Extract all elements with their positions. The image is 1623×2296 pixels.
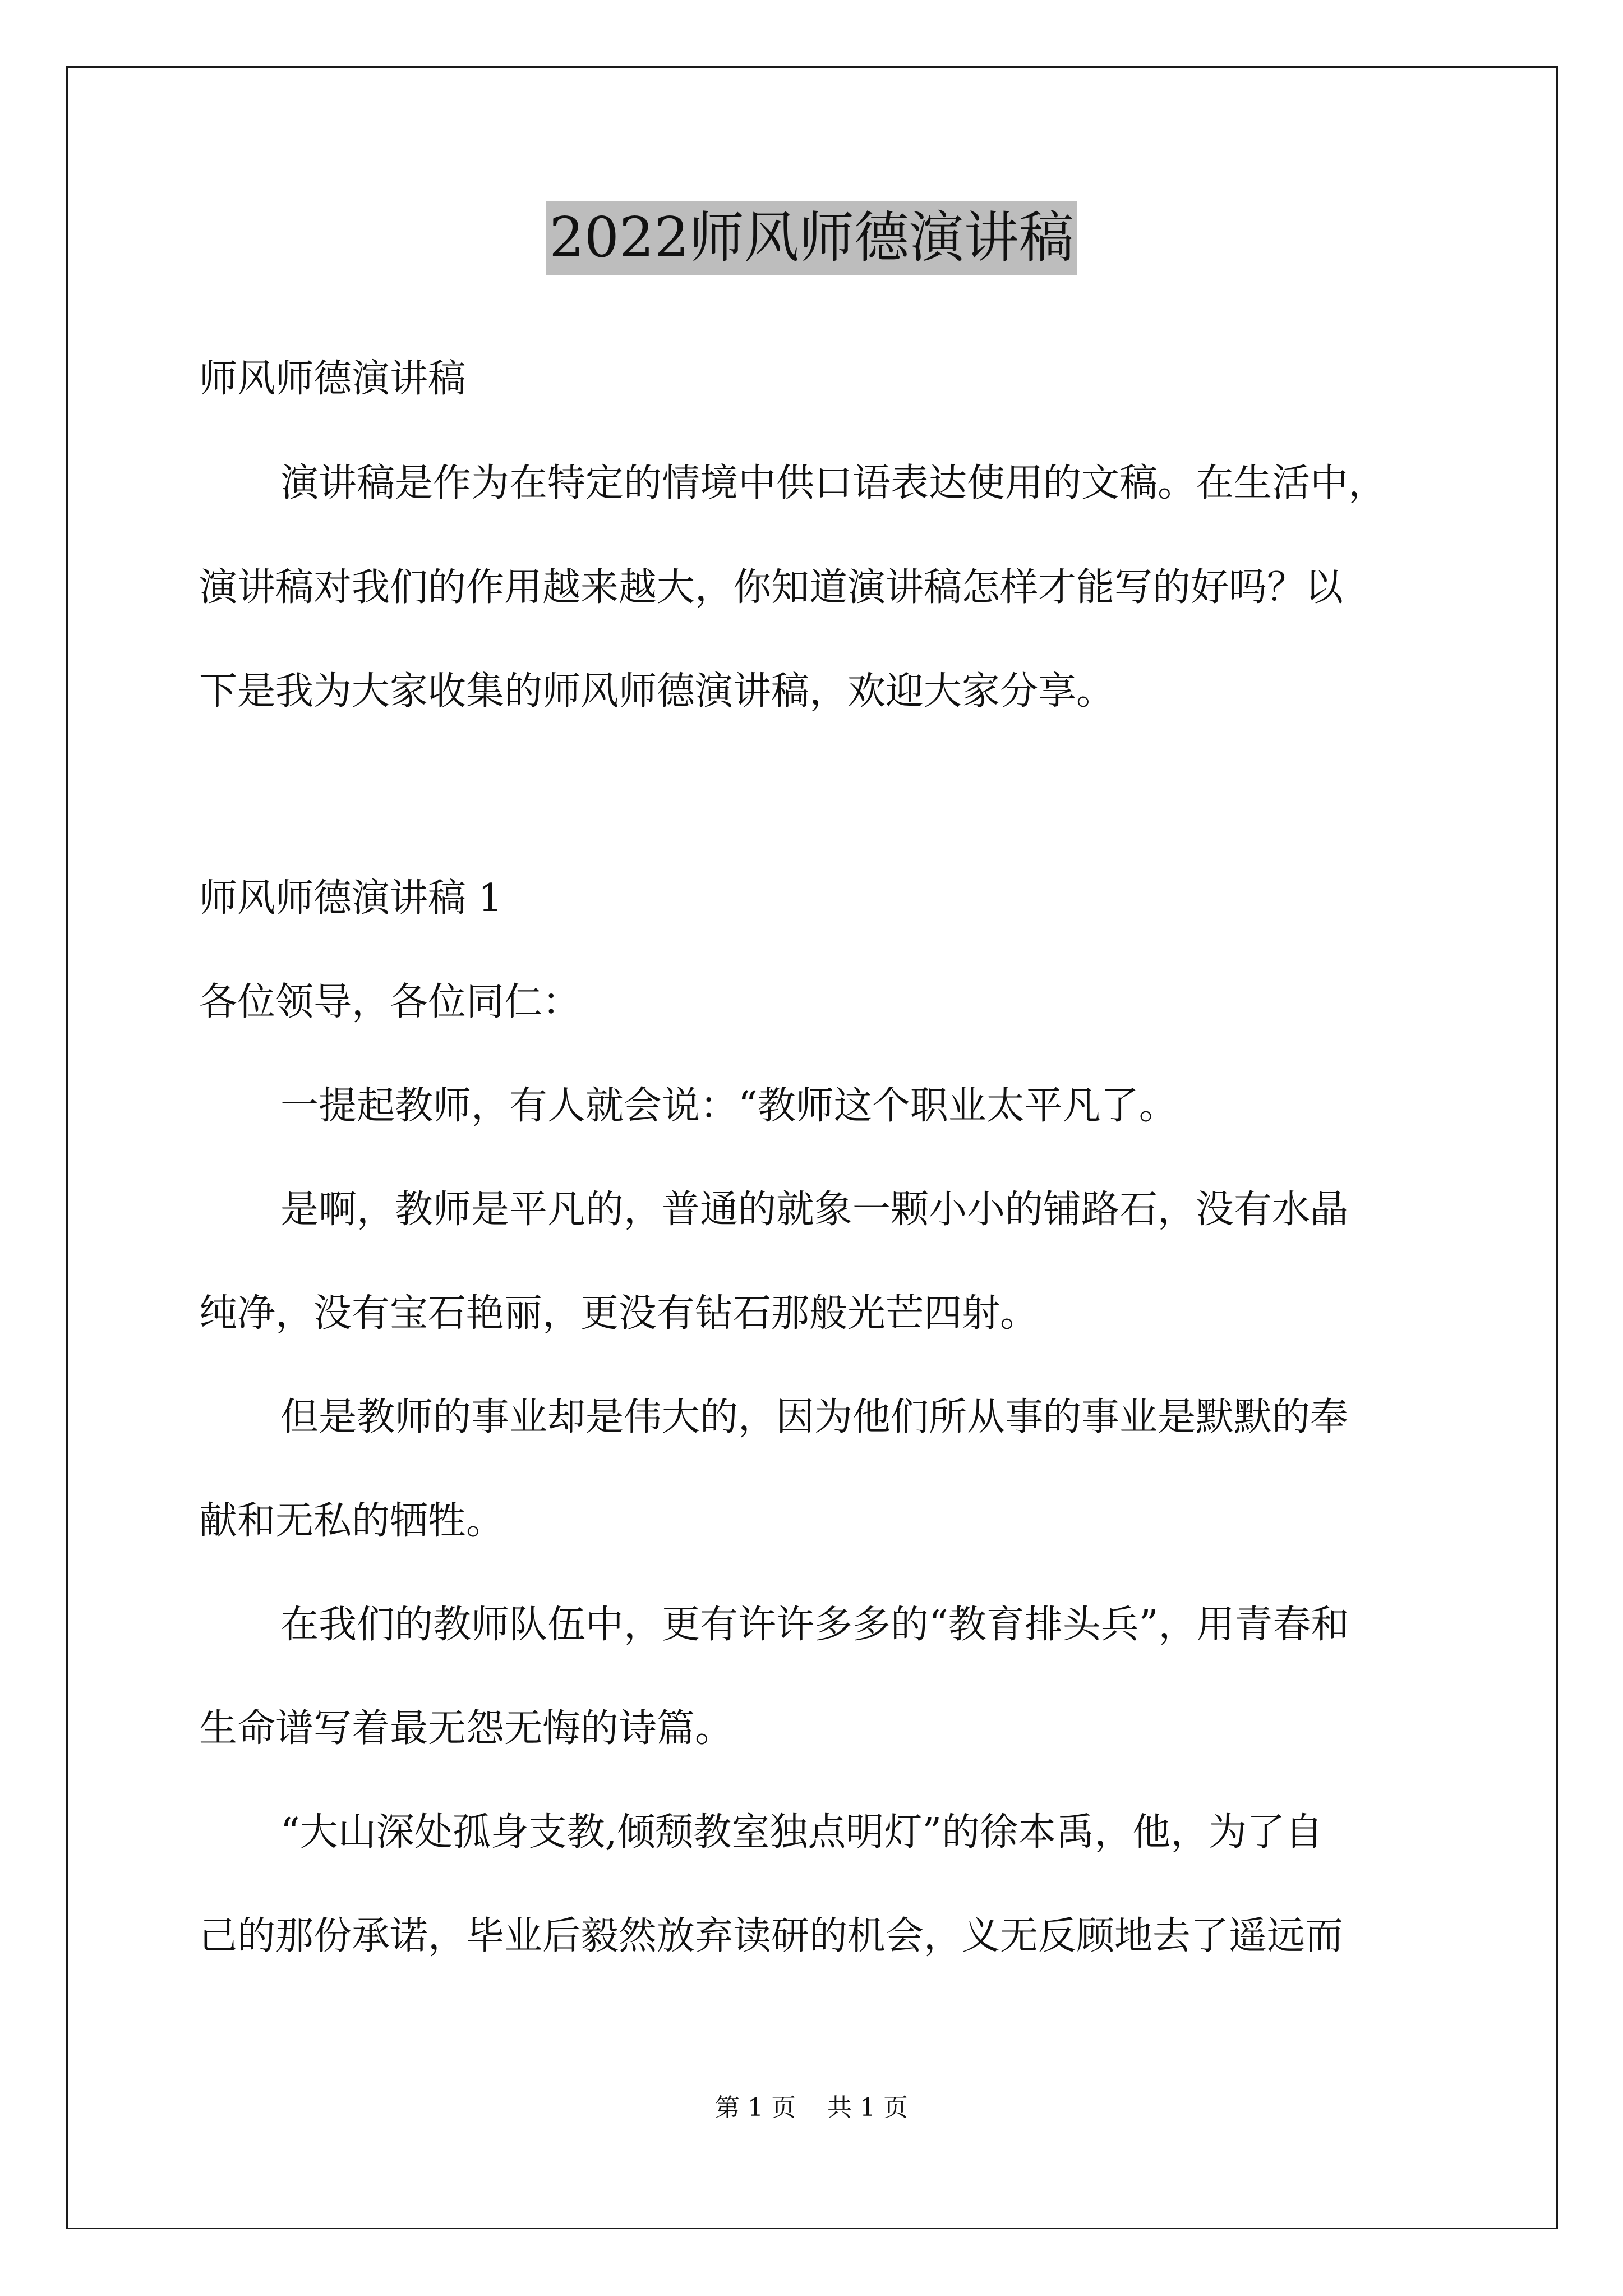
body-line: 纯净，没有宝石艳丽，更没有钻石那般光芒四射。 <box>199 1291 1039 1336</box>
body-line: 一提起教师，有人就会说：“教师这个职业太平凡了。 <box>280 1084 1177 1128</box>
body-line: 献和无私的牺牲。 <box>199 1499 505 1543</box>
body-line: 演讲稿是作为在特定的情境中供口语表达使用的文稿。在生活中， <box>280 461 1387 505</box>
body-line: “大山深处孤身支教,倾颓教室独点明灯”的徐本禹，他，为了自 <box>280 1810 1324 1855</box>
title-container <box>0 201 1623 275</box>
page-footer <box>0 2092 1623 2124</box>
subtitle-line: 师风师德演讲稿 <box>199 357 467 401</box>
page-number-total: 共 1 页 <box>827 2093 908 2122</box>
section-heading: 师风师德演讲稿 1 <box>199 876 502 921</box>
body-line: 但是教师的事业却是伟大的，因为他们所从事的事业是默默的奉 <box>280 1395 1349 1439</box>
salutation-line: 各位领导，各位同仁： <box>199 980 581 1024</box>
body-line: 生命谱写着最无怨无悔的诗篇。 <box>199 1706 734 1751</box>
body-line: 演讲稿对我们的作用越来越大，你知道演讲稿怎样才能写的好吗？以 <box>199 565 1344 610</box>
page-number-current: 第 1 页 <box>715 2093 796 2122</box>
body-line: 是啊，教师是平凡的，普通的就象一颗小小的铺路石，没有水晶 <box>280 1188 1349 1232</box>
body-line: 在我们的教师队伍中，更有许许多多的“教育排头兵”，用青春和 <box>280 1603 1349 1647</box>
body-line: 己的那份承诺，毕业后毅然放弃读研的机会，义无反顾地去了遥远而 <box>199 1914 1344 1958</box>
document-title: 2022师风师德演讲稿 <box>546 201 1077 275</box>
body-line: 下是我为大家收集的师风师德演讲稿，欢迎大家分享。 <box>199 669 1115 714</box>
